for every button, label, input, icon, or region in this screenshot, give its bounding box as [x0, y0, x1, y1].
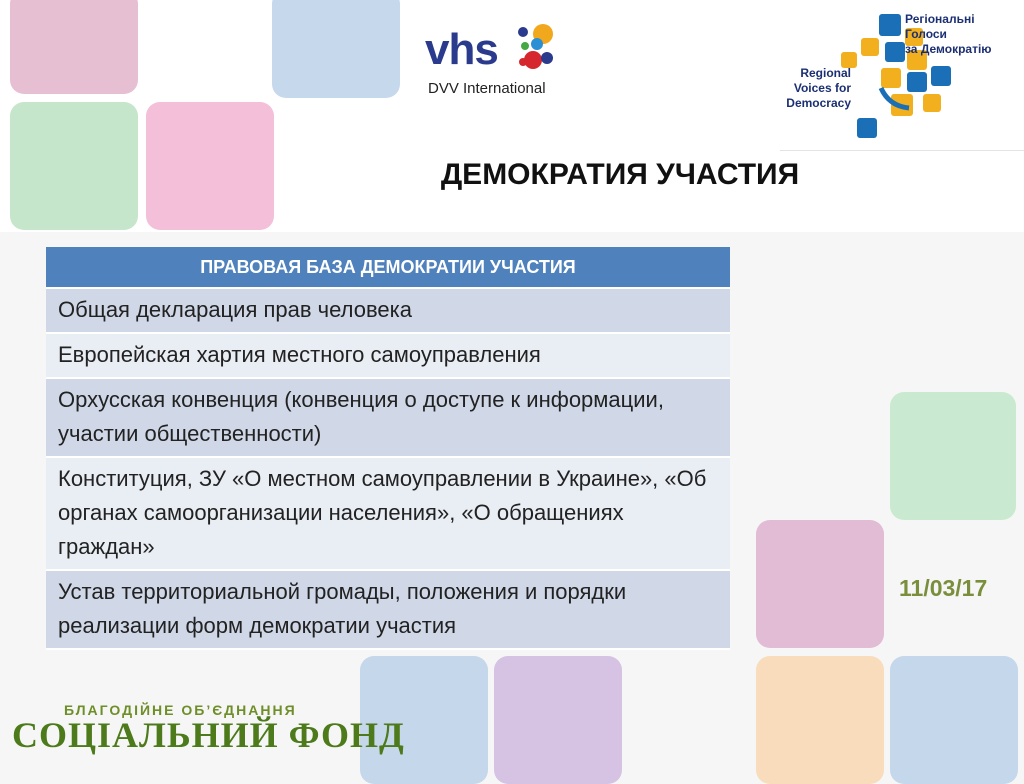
regional-voices-logo	[775, 8, 1020, 148]
deco-square-blue-1	[272, 0, 400, 98]
deco-square-pink-2	[146, 102, 274, 230]
table-cell: Устав территориальной громады, положения и порядки реализации форм демократии участия	[46, 570, 730, 649]
table-row	[46, 333, 730, 378]
deco-square-green-1	[10, 102, 138, 230]
table-row	[46, 457, 730, 570]
vhs-logo-subtitle: DVV International	[428, 80, 546, 97]
deco-square-pink-1	[10, 0, 138, 94]
deco-square-peach-1	[756, 656, 884, 784]
deco-square-blue-3	[890, 656, 1018, 784]
social-fund-logo-main-text: СОЦІАЛЬНИЙ ФОНД	[12, 715, 405, 755]
table-cell: Конституция, ЗУ «О местном самоуправлении в Украине», «Об органах самоорганизации населения», «О обращениях граждан»	[46, 457, 730, 570]
vhs-dvv-logo	[425, 22, 575, 102]
table-cell: Общая декларация прав человека	[46, 288, 730, 333]
header-divider	[780, 150, 1024, 151]
table-row	[46, 288, 730, 333]
social-fund-logo-top-text: БЛАГОДІЙНЕ ОБ’ЄДНАННЯ	[64, 702, 297, 718]
deco-square-mauve-1	[756, 520, 884, 648]
regional-voices-ua-text: Регіональні Голоси за Демократію	[905, 12, 992, 56]
table-header-cell: ПРАВОВАЯ БАЗА ДЕМОКРАТИИ УЧАСТИЯ	[46, 247, 730, 288]
slide-date: 11/03/17	[899, 575, 988, 601]
table-header-row	[46, 247, 730, 288]
social-fund-logo	[12, 700, 405, 756]
table-cell: Европейская хартия местного самоуправления	[46, 333, 730, 378]
regional-voices-en-text: Regional Voices for Democracy	[786, 66, 851, 110]
deco-square-green-2	[890, 392, 1016, 520]
vhs-logo-word: vhs	[425, 25, 498, 74]
legal-basis-table	[46, 247, 730, 650]
table-row	[46, 378, 730, 457]
slide-title: ДЕМОКРАТИЯ УЧАСТИЯ	[440, 158, 800, 191]
table-cell: Орхусская конвенция (конвенция о доступе к информации, участии общественности)	[46, 378, 730, 457]
vhs-logo-dots-icon	[513, 22, 569, 78]
table-row	[46, 570, 730, 649]
deco-square-purple-1	[494, 656, 622, 784]
